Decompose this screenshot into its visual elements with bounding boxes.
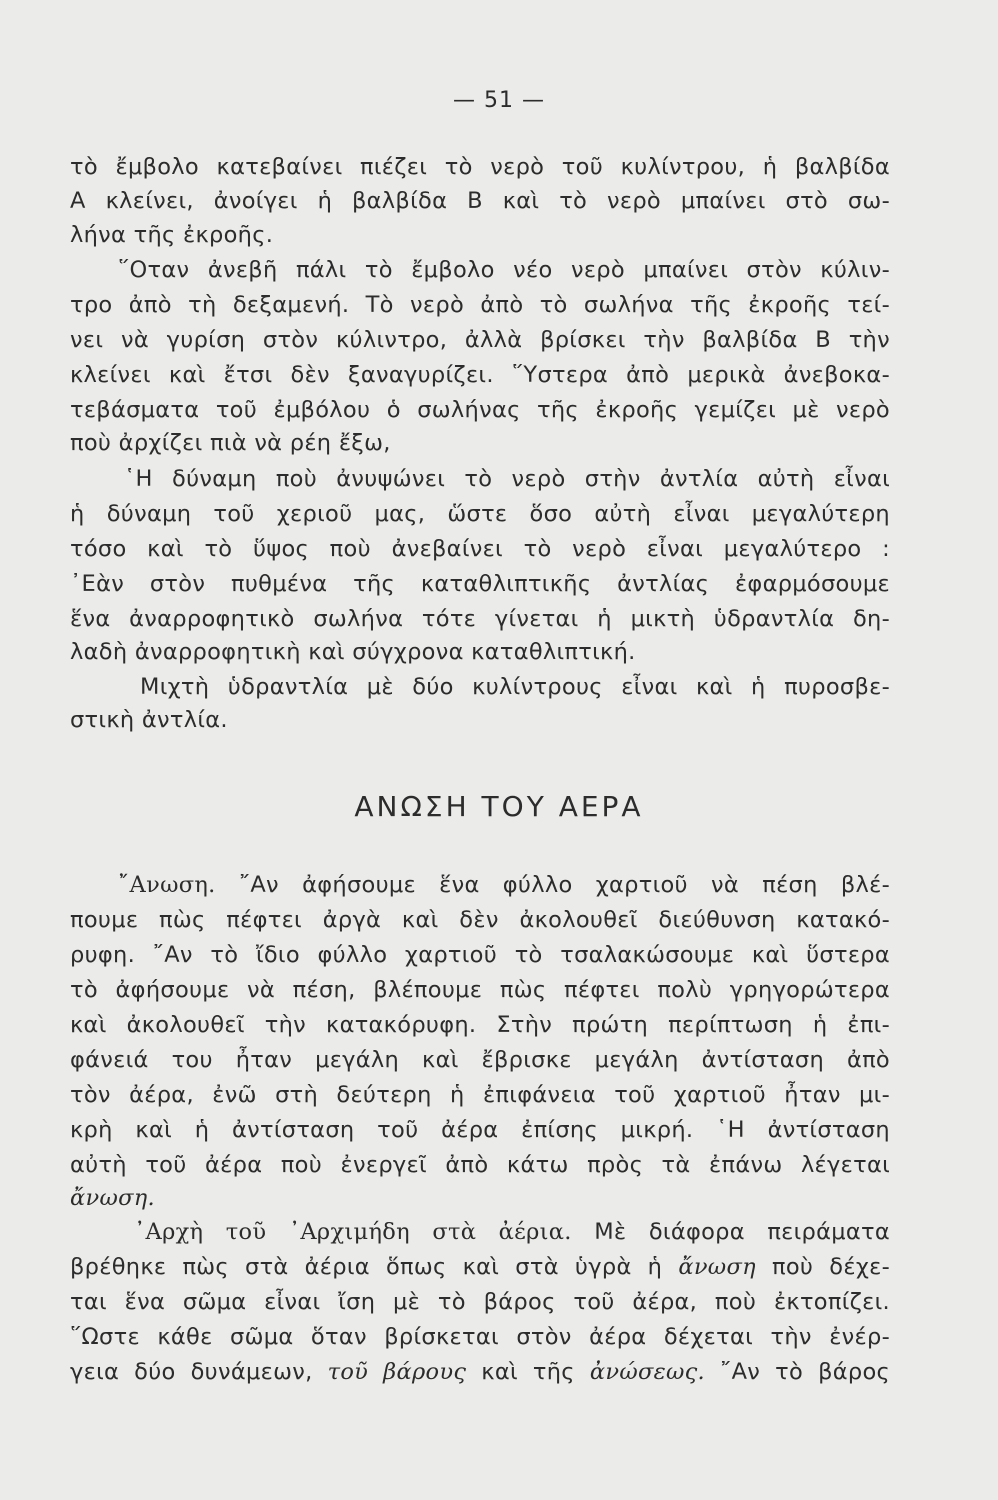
- text-span: Μὲ διάφορα πειράματα: [594, 1219, 890, 1245]
- text-line: τόσο καὶ τὸ ὕψος ποὺ ἀνεβαίνει τὸ νερὸ εἶναι μεγαλύτερο :: [70, 536, 890, 562]
- text-line: λήνα τῆς ἐκροῆς.: [70, 222, 274, 248]
- text-line: [70, 1355, 890, 1389]
- text-line: ρυφη. ῎Αν τὸ ἴδιο φύλλο χαρτιοῦ τὸ τσαλακώσουμε καὶ ὕστερα: [70, 942, 890, 968]
- text-line: νει νὰ γυρίση στὸν κύλιντρο, ἀλλὰ βρίσκει τὴν βαλβίδα Β τὴν: [70, 327, 890, 353]
- text-line: τὸν ἀέρα, ἐνῶ στὴ δεύτερη ἡ ἐπιφάνεια τοῦ χαρτιοῦ ἦταν μι-: [70, 1082, 890, 1108]
- text-line: ῞Ωστε κάθε σῶμα ὅταν βρίσκεται στὸν ἀέρα δέχεται τὴν ἐνέρ-: [70, 1324, 890, 1350]
- text-line: Μιχτὴ ὑδραντλία μὲ δύο κυλίντρους εἶναι καὶ ἡ πυροσβε-: [140, 674, 890, 700]
- italic-term: ἀνώσεως.: [589, 1359, 705, 1385]
- text-line: Α κλείνει, ἀνοίγει ἡ βαλβίδα Β καὶ τὸ νερὸ μπαίνει στὸ σω-: [70, 188, 890, 214]
- text-line: τὸ ἀφήσουμε νὰ πέση, βλέπουμε πὼς πέφτει πολὺ γρηγορώτερα: [70, 977, 890, 1003]
- text-line: τεβάσματα τοῦ ἐμβόλου ὁ σωλήνας τῆς ἐκροῆς γεμίζει μὲ νερὸ: [70, 397, 890, 423]
- text-line: ῞Οταν ἀνεβῆ πάλι τὸ ἔμβολο νέο νερὸ μπαίνει στὸν κύλιν-: [118, 257, 890, 283]
- text-line: ᾿Εὰν στὸν πυθμένα τῆς καταθλιπτικῆς ἀντλίας ἐφαρμόσουμε: [70, 571, 890, 597]
- text-line: [70, 1250, 890, 1284]
- text-line: ἕνα ἀναρροφητικὸ σωλήνα τότε γίνεται ἡ μικτὴ ὑδραντλία δη-: [70, 606, 890, 632]
- text-span: καὶ τῆς: [481, 1359, 575, 1385]
- term-anosi: ῎Ανωση.: [118, 872, 216, 898]
- section-heading: ΑΝΩΣΗ ΤΟΥ ΑΕΡΑ: [354, 790, 644, 823]
- text-line: τὸ ἔμβολο κατεβαίνει πιέζει τὸ νερὸ τοῦ κυλίντρου, ἡ βαλβίδα: [70, 154, 890, 180]
- italic-term: τοῦ βάρους: [327, 1359, 467, 1385]
- text-span: ῎Αν ἀφήσουμε ἕνα φύλλο χαρτιοῦ νὰ πέση βλέ-: [238, 872, 891, 898]
- text-line: [70, 1181, 890, 1215]
- text-span: ῎Αν τὸ βάρος: [720, 1359, 891, 1385]
- text-line: αὐτὴ τοῦ ἀέρα ποὺ ἐνεργεῖ ἀπὸ κάτω πρὸς τὰ ἐπάνω λέγεται: [70, 1152, 890, 1178]
- text-line: κρὴ καὶ ἡ ἀντίσταση τοῦ ἀέρα ἐπίσης μικρή. ῾Η ἀντίσταση: [70, 1117, 890, 1143]
- text-span: ποὺ δέχε-: [771, 1254, 891, 1280]
- page-number: — 51 —: [453, 88, 545, 113]
- text-line: ποὺ ἀρχίζει πιὰ νὰ ρέη ἔξω,: [70, 430, 391, 456]
- text-line: φάνειά του ἦταν μεγάλη καὶ ἔβρισκε μεγάλη ἀντίσταση ἀπὸ: [70, 1047, 890, 1073]
- text-line: πουμε πὼς πέφτει ἀργὰ καὶ δὲν ἀκολουθεῖ διεύθυνση κατακό-: [70, 907, 890, 933]
- term-archimedes: ᾿Αρχὴ τοῦ ᾿Αρχιμήδη στὰ ἀέρια.: [134, 1219, 572, 1245]
- text-span: βρέθηκε πὼς στὰ ἀέρια ὅπως καὶ στὰ ὑγρὰ ἡ: [70, 1254, 663, 1280]
- text-line: ῾Η δύναμη ποὺ ἀνυψώνει τὸ νερὸ στὴν ἀντλία αὐτὴ εἶναι: [124, 466, 890, 492]
- text-line: λαδὴ ἀναρροφητικὴ καὶ σύγχρονα καταθλιπτική.: [70, 639, 636, 665]
- italic-term: ἄνωση.: [70, 1185, 156, 1211]
- text-line: [134, 1215, 890, 1249]
- text-line: ἡ δύναμη τοῦ χεριοῦ μας, ὥστε ὅσο αὐτὴ εἶναι μεγαλύτερη: [70, 501, 890, 527]
- text-line: τρο ἀπὸ τὴ δεξαμενή. Τὸ νερὸ ἀπὸ τὸ σωλήνα τῆς ἐκροῆς τεί-: [70, 292, 890, 318]
- text-line: κλείνει καὶ ἔτσι δὲν ξαναγυρίζει. ῞Υστερα ἀπὸ μερικὰ ἀνεβοκα-: [70, 362, 890, 388]
- text-line: ται ἕνα σῶμα εἶναι ἴση μὲ τὸ βάρος τοῦ ἀέρα, ποὺ ἐκτοπίζει.: [70, 1289, 890, 1315]
- text-line: στικὴ ἀντλία.: [70, 707, 228, 733]
- text-line: [118, 868, 890, 902]
- text-span: γεια δύο δυνάμεων,: [70, 1359, 313, 1385]
- italic-term: ἄνωση: [678, 1254, 756, 1280]
- text-line: καὶ ἀκολουθεῖ τὴν κατακόρυφη. Στὴν πρώτη περίπτωση ἡ ἐπι-: [70, 1012, 890, 1038]
